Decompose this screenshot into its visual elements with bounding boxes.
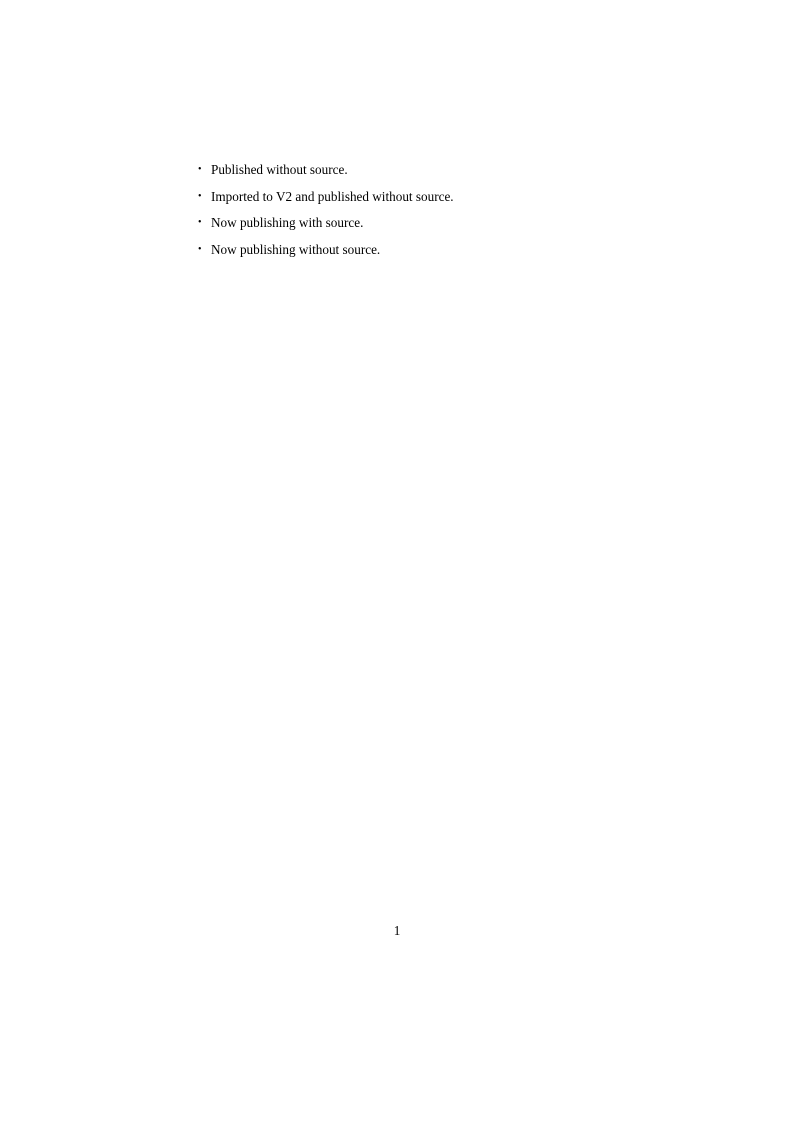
list-item [198,243,618,256]
bullet-icon: • [198,164,202,175]
list-item-text: Published without source. [211,162,348,177]
bullet-icon: • [198,190,202,202]
bullet-icon: • [198,244,202,256]
list-item-text: Now publishing with source. [211,215,364,231]
list-item [198,190,618,203]
bullet-icon: • [198,217,202,229]
page-number: 1 [393,923,401,938]
bullet-list [198,163,618,256]
document-body [198,163,618,270]
list-item [198,216,618,229]
list-item-text: Now publishing without source. [211,242,381,258]
list-item [198,163,618,176]
list-item-text: Imported to V2 and published without source. [211,188,454,204]
